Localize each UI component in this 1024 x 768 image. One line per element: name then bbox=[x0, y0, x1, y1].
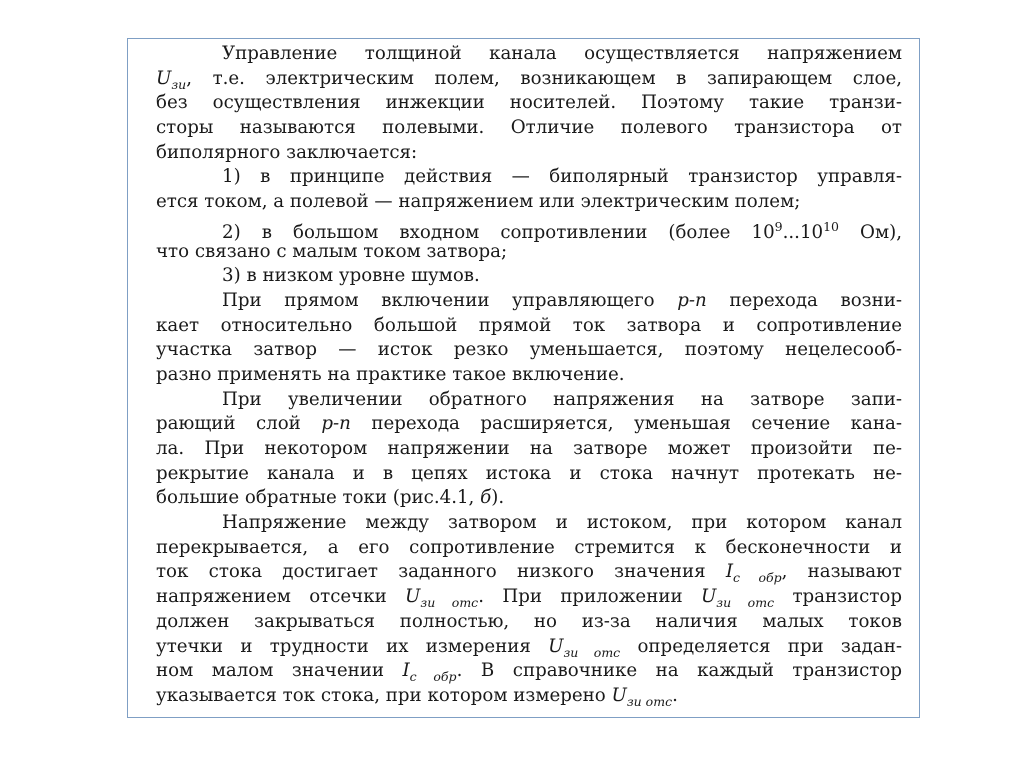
text-run: ла. При некотором напряжении на затворе может произойти пе- bbox=[156, 438, 902, 459]
text-line bbox=[156, 388, 902, 413]
text-run: определяется при задан- bbox=[620, 635, 902, 657]
text-line bbox=[156, 67, 902, 92]
text-line bbox=[156, 462, 902, 487]
text-run: Управление толщиной канала осуществляется напряжением bbox=[222, 43, 902, 64]
subscript: с обр bbox=[733, 570, 782, 586]
text-run: транзистор bbox=[774, 586, 902, 608]
text-line bbox=[156, 42, 902, 67]
math-symbol: I bbox=[402, 660, 410, 682]
text-line bbox=[156, 363, 902, 388]
paragraph bbox=[156, 165, 902, 214]
text-run: . bbox=[672, 684, 678, 706]
subscript: зи bbox=[171, 76, 187, 92]
text-line bbox=[156, 141, 902, 166]
paragraph bbox=[156, 289, 902, 388]
text-run: , называют bbox=[781, 561, 902, 583]
text-run: что связано с малым током затвора; bbox=[156, 240, 508, 262]
text-run: большие обратные токи (рис.4.1, bbox=[156, 487, 481, 509]
text-run: ...10 bbox=[782, 221, 824, 243]
math-symbol: U bbox=[700, 586, 717, 608]
math-symbol: U bbox=[405, 586, 421, 608]
text-line bbox=[156, 437, 902, 462]
text-run: При увеличении обратного напряжения на затворе запи- bbox=[222, 388, 902, 410]
text-line bbox=[156, 116, 902, 141]
text-run: , т.е. электрическим полем, возникающем в запирающем слое, bbox=[186, 67, 902, 89]
text-line bbox=[156, 91, 902, 116]
text-line bbox=[156, 560, 902, 585]
superscript: 9 bbox=[774, 218, 783, 234]
subscript: зи отс bbox=[626, 693, 673, 709]
paragraph bbox=[156, 264, 902, 289]
math-symbol: p-n bbox=[677, 289, 707, 311]
text-line bbox=[156, 659, 902, 684]
math-symbol: U bbox=[611, 684, 627, 706]
text-run: указывается ток стока, при котором измерено bbox=[156, 684, 612, 706]
text-line bbox=[156, 165, 902, 190]
subscript: зи отс bbox=[563, 644, 621, 660]
paragraph bbox=[156, 511, 902, 709]
text-run: перехода расширяется, уменьшая сечение кана- bbox=[350, 413, 902, 435]
text-run: сторы называются полевыми. Отличие полевого транзистора от bbox=[156, 117, 902, 139]
text-run: рающий слой bbox=[156, 413, 322, 435]
paragraph bbox=[156, 42, 902, 165]
text-run: участка затвор — исток резко уменьшается, поэтому нецелесооб- bbox=[156, 339, 902, 361]
text-line bbox=[156, 585, 902, 610]
subscript: с обр bbox=[409, 669, 457, 685]
text-run: рекрытие канала и в цепях истока и стока начнут протекать не- bbox=[156, 462, 902, 484]
text-run: . В справочнике на каждый транзистор bbox=[456, 660, 902, 682]
text-line bbox=[156, 635, 902, 660]
text-run: напряжением отсечки bbox=[156, 586, 406, 608]
text-run: ется током, а полевой — напряжением или электрическим полем; bbox=[156, 191, 801, 213]
text-line bbox=[156, 338, 902, 363]
text-line bbox=[156, 511, 902, 536]
document-frame bbox=[127, 38, 920, 718]
math-symbol: p-n bbox=[321, 413, 351, 435]
subscript: зи отс bbox=[420, 595, 479, 611]
text-run: 2) в большом входном сопротивлении (более 10 bbox=[222, 221, 775, 243]
document-text bbox=[156, 42, 902, 709]
text-run: должен закрываться полностью, но из-за наличия малых токов bbox=[156, 610, 902, 632]
text-run: При прямом включении управляющего bbox=[222, 289, 678, 311]
superscript: 10 bbox=[823, 218, 839, 234]
text-line bbox=[156, 486, 902, 511]
math-symbol: U bbox=[156, 67, 172, 89]
text-line bbox=[156, 314, 902, 339]
text-run: ном малом значении bbox=[156, 660, 403, 682]
text-run: Напряжение между затвором и истоком, при котором канал bbox=[222, 512, 902, 534]
text-run: ). bbox=[491, 487, 505, 509]
text-line bbox=[156, 289, 902, 314]
text-run: разно применять на практике такое включение. bbox=[156, 363, 625, 385]
text-line bbox=[156, 215, 902, 243]
paragraph bbox=[156, 388, 902, 511]
paragraph bbox=[156, 215, 902, 264]
text-line bbox=[156, 190, 902, 215]
text-line bbox=[156, 536, 902, 561]
text-run: Ом), bbox=[839, 221, 902, 243]
text-run: без осуществления инжекции носителей. Поэтому такие транзи- bbox=[156, 92, 902, 114]
math-symbol: I bbox=[725, 561, 734, 583]
text-run: 1) в принципе действия — биполярный транзистор управля- bbox=[222, 166, 902, 188]
subscript: зи отс bbox=[716, 595, 775, 611]
math-symbol: б bbox=[480, 487, 492, 509]
text-line bbox=[156, 264, 902, 289]
text-run: ток стока достигает заданного низкого значения bbox=[156, 561, 726, 583]
text-line bbox=[156, 684, 902, 709]
text-line bbox=[156, 610, 902, 635]
text-run: утечки и трудности их измерения bbox=[156, 635, 549, 657]
text-line bbox=[156, 412, 902, 437]
text-run: 3) в низком уровне шумов. bbox=[222, 265, 480, 287]
text-run: перекрывается, а его сопротивление стремится к бесконечности и bbox=[156, 536, 902, 558]
text-run: . При приложении bbox=[478, 586, 701, 608]
text-run: перехода возни- bbox=[706, 289, 902, 311]
text-run: биполярного заключается: bbox=[156, 141, 418, 163]
text-run: кает относительно большой прямой ток затвора и сопротивление bbox=[156, 314, 902, 336]
text-line bbox=[156, 240, 902, 265]
math-symbol: U bbox=[548, 635, 564, 657]
